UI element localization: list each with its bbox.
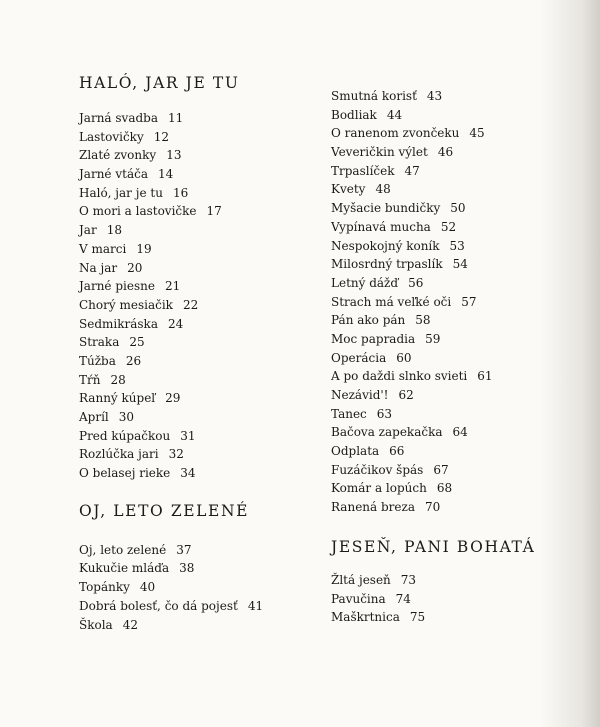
entry-title: Tanec <box>331 406 367 421</box>
entry-title: Túžba <box>79 353 116 368</box>
entry-title: Ranný kúpeľ <box>79 391 156 406</box>
entry-page: 28 <box>110 372 126 387</box>
entry-page: 73 <box>400 572 417 587</box>
toc-entry[interactable] <box>79 128 319 147</box>
section-heading-summer: OJ, LETO ZELENÉ <box>79 501 250 520</box>
entry-title: Pred kúpačkou <box>79 428 171 443</box>
entry-page: 63 <box>376 406 393 421</box>
toc-entry[interactable] <box>79 240 319 259</box>
toc-entry[interactable] <box>331 405 571 424</box>
entry-title: Letný dážď <box>331 275 399 290</box>
entry-page: 37 <box>176 542 192 557</box>
toc-entry[interactable] <box>331 199 571 218</box>
entry-page: 34 <box>180 466 196 481</box>
toc-entry[interactable] <box>79 315 319 334</box>
toc-entry[interactable] <box>331 479 571 498</box>
entry-page: 60 <box>396 350 412 365</box>
entry-page: 17 <box>206 204 222 219</box>
toc-entry[interactable] <box>79 427 319 446</box>
entry-title: O mori a lastovičke <box>79 204 197 219</box>
entry-page: 64 <box>452 425 468 440</box>
toc-entry[interactable] <box>331 255 571 274</box>
entry-page: 40 <box>139 580 156 595</box>
entry-title: Škola <box>79 617 113 632</box>
toc-entry[interactable] <box>79 389 319 408</box>
section-heading-spring: HALÓ, JAR JE TU <box>79 74 240 92</box>
entry-page: 46 <box>437 145 454 160</box>
entry-page: 29 <box>165 391 181 406</box>
toc-entry[interactable] <box>331 180 571 199</box>
entry-title: Apríl <box>79 410 109 424</box>
entry-page: 52 <box>440 219 457 234</box>
entry-page: 43 <box>426 89 443 103</box>
entry-title: Bodliak <box>331 107 377 122</box>
toc-entry[interactable] <box>79 541 319 560</box>
entry-page: 70 <box>425 500 441 515</box>
entry-title: Milosrdný trpaslík <box>331 257 443 272</box>
entry-page: 53 <box>449 238 465 253</box>
entry-title: Rozlúčka jari <box>79 447 159 462</box>
entry-title: Oj, leto zelené <box>79 542 167 557</box>
entry-page: 56 <box>408 275 424 290</box>
section-list-summer-part2 <box>331 87 571 517</box>
entry-page: 57 <box>461 294 477 309</box>
entry-title: Žltá jeseň <box>331 572 391 587</box>
entry-page: 68 <box>436 481 453 496</box>
entry-page: 25 <box>129 335 145 350</box>
toc-entry[interactable] <box>331 87 571 106</box>
toc-entry[interactable] <box>331 423 571 442</box>
entry-page: 54 <box>452 257 468 272</box>
entry-title: Lastovičky <box>79 129 144 144</box>
entry-title: Odplata <box>331 444 380 459</box>
entry-title: Komár a lopúch <box>331 481 427 496</box>
toc-entry[interactable] <box>331 106 571 125</box>
toc-entry[interactable] <box>79 259 319 278</box>
toc-entry[interactable] <box>79 445 319 464</box>
entry-title: Pavučina <box>331 591 386 606</box>
toc-entry[interactable] <box>79 165 319 184</box>
toc-entry[interactable] <box>79 578 319 597</box>
entry-page: 42 <box>122 617 138 632</box>
toc-entry[interactable] <box>331 571 571 590</box>
section-heading-autumn: JESEŇ, PANI BOHATÁ <box>331 537 536 556</box>
toc-entry[interactable] <box>79 559 319 578</box>
toc-entry[interactable] <box>79 277 319 296</box>
toc-entry[interactable] <box>331 293 571 312</box>
toc-entry[interactable] <box>79 296 319 315</box>
entry-page: 30 <box>118 410 135 424</box>
entry-title: Haló, jar je tu <box>79 185 163 200</box>
section-list-summer-part1 <box>79 541 319 634</box>
toc-entry[interactable] <box>331 608 571 627</box>
toc-entry[interactable] <box>79 408 319 427</box>
entry-title: Zlaté zvonky <box>79 148 157 163</box>
toc-entry[interactable] <box>79 221 319 240</box>
entry-title: Strach má veľké oči <box>331 294 452 309</box>
toc-entry[interactable] <box>79 184 319 203</box>
entry-title: V marci <box>79 241 127 256</box>
entry-page: 12 <box>153 129 169 144</box>
right-column <box>331 87 571 627</box>
entry-page: 58 <box>415 313 431 328</box>
toc-entry[interactable] <box>331 162 571 181</box>
entry-page: 18 <box>106 223 122 238</box>
entry-title: Bačova zapekačka <box>331 425 443 440</box>
toc-entry[interactable] <box>331 124 571 143</box>
toc-entry[interactable] <box>79 352 319 371</box>
entry-title: Topánky <box>79 580 130 595</box>
entry-title: Pán ako pán <box>331 313 406 328</box>
entry-title: Sedmikráska <box>79 316 158 331</box>
entry-page: 61 <box>477 369 493 384</box>
entry-page: 26 <box>125 353 142 368</box>
entry-page: 38 <box>179 561 195 576</box>
entry-page: 67 <box>433 462 449 477</box>
toc-entry[interactable] <box>331 386 571 405</box>
toc-entry[interactable] <box>79 616 319 635</box>
entry-page: 41 <box>247 598 264 613</box>
toc-entry[interactable] <box>79 202 319 221</box>
entry-page: 47 <box>404 163 420 178</box>
entry-page: 22 <box>182 297 199 312</box>
toc-entry[interactable] <box>79 146 319 165</box>
entry-page: 31 <box>180 428 196 443</box>
entry-title: Maškrtnica <box>331 610 400 625</box>
entry-page: 32 <box>168 447 184 462</box>
entry-title: Nespokojný koník <box>331 238 440 253</box>
entry-title: Moc papradia <box>331 331 416 346</box>
toc-entry[interactable] <box>79 371 319 390</box>
toc-entry[interactable] <box>331 143 571 162</box>
entry-title: Tŕň <box>79 372 101 387</box>
entry-title: Smutná korisť <box>331 89 417 103</box>
entry-page: 13 <box>166 148 182 163</box>
entry-title: Myšacie bundičky <box>331 201 441 216</box>
entry-page: 11 <box>168 111 184 125</box>
toc-entry[interactable] <box>331 330 571 349</box>
entry-page: 75 <box>409 610 426 625</box>
entry-page: 59 <box>425 331 441 346</box>
entry-title: Na jar <box>79 260 118 275</box>
toc-entry[interactable] <box>331 218 571 237</box>
entry-title: Fuzáčikov špás <box>331 462 424 477</box>
entry-title: Vypínavá mucha <box>331 219 431 234</box>
entry-title: Straka <box>79 335 120 350</box>
entry-title: Jar <box>79 223 97 238</box>
entry-page: 44 <box>386 107 403 122</box>
entry-title: A po daždi slnko svieti <box>331 369 468 384</box>
entry-page: 48 <box>375 182 391 197</box>
entry-title: Jarné piesne <box>79 279 155 294</box>
entry-title: Nezávid'! <box>331 388 389 402</box>
entry-title: Operácia <box>331 350 387 365</box>
entry-title: O belasej rieke <box>79 466 171 481</box>
entry-title: Trpaslíček <box>331 163 395 178</box>
entry-page: 16 <box>172 185 189 200</box>
entry-title: O ranenom zvončeku <box>331 126 460 141</box>
section-list-autumn <box>331 571 571 627</box>
entry-title: Jarné vtáča <box>79 167 148 182</box>
toc-entry[interactable] <box>331 367 571 386</box>
toc-entry[interactable] <box>331 498 571 517</box>
toc-entry[interactable] <box>331 311 571 330</box>
left-column <box>79 71 319 634</box>
entry-page: 50 <box>450 201 466 216</box>
toc-entry[interactable] <box>79 597 319 616</box>
entry-page: 62 <box>398 388 414 402</box>
entry-page: 20 <box>127 260 143 275</box>
entry-title: Dobrá bolesť, čo dá pojesť <box>79 598 238 613</box>
entry-page: 19 <box>136 241 152 256</box>
toc-entry[interactable] <box>331 461 571 480</box>
section-list-spring <box>79 109 319 483</box>
toc-entry[interactable] <box>331 349 571 368</box>
entry-page: 24 <box>167 316 184 331</box>
entry-title: Veveričkin výlet <box>331 145 428 160</box>
toc-entry[interactable] <box>331 590 571 609</box>
entry-title: Ranená breza <box>331 500 415 515</box>
toc-entry[interactable] <box>79 333 319 352</box>
entry-page: 74 <box>395 591 411 606</box>
toc-entry[interactable] <box>79 109 319 128</box>
toc-entry[interactable] <box>331 237 571 256</box>
entry-title: Kukučie mláďa <box>79 561 170 576</box>
entry-title: Kvety <box>331 182 366 197</box>
entry-title: Chorý mesiačik <box>79 297 173 312</box>
entry-title: Jarná svadba <box>79 111 159 125</box>
toc-entry[interactable] <box>331 442 571 461</box>
toc-entry[interactable] <box>331 274 571 293</box>
entry-page: 21 <box>164 279 181 294</box>
toc-entry[interactable] <box>79 464 319 483</box>
entry-page: 14 <box>157 167 174 182</box>
entry-page: 45 <box>469 126 485 141</box>
entry-page: 66 <box>389 444 405 459</box>
